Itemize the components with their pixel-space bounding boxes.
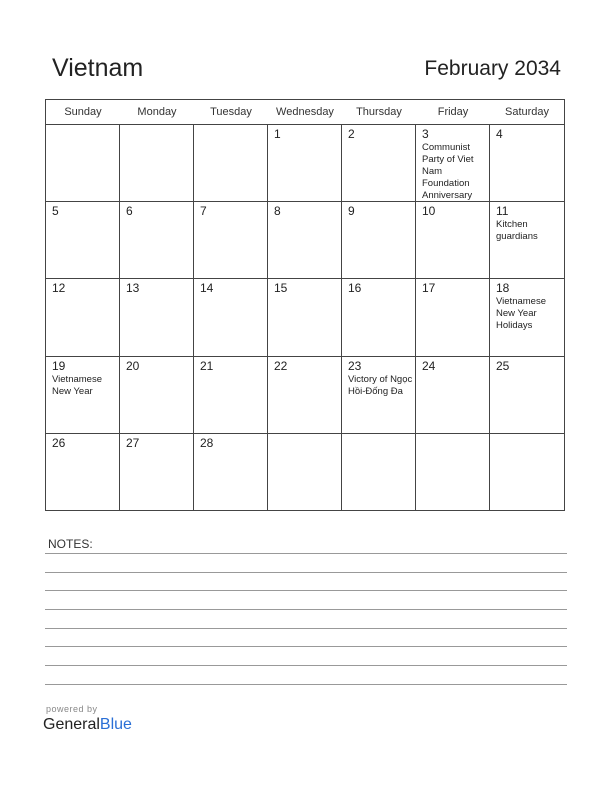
day-cell xyxy=(120,434,194,511)
day-number: 4 xyxy=(496,127,503,141)
day-cell xyxy=(342,125,416,202)
weekday-sunday: Sunday xyxy=(64,106,102,118)
day-number: 28 xyxy=(200,435,214,450)
day-cell xyxy=(490,125,564,202)
notes-line xyxy=(45,646,567,647)
day-number: 27 xyxy=(126,435,140,450)
day-number: 26 xyxy=(52,435,66,450)
powered-by-text: powered by xyxy=(46,704,98,714)
day-cell xyxy=(490,279,564,356)
day-grid xyxy=(46,125,564,511)
day-cell xyxy=(490,202,564,279)
brand-blue: Blue xyxy=(99,716,132,733)
weekday-friday: Friday xyxy=(437,106,469,118)
day-number: 15 xyxy=(274,281,288,296)
day-cell xyxy=(120,279,194,356)
day-cell xyxy=(416,434,490,511)
day-cell xyxy=(46,125,120,202)
day-cell xyxy=(268,202,342,279)
country-title: Vietnam xyxy=(52,54,144,82)
day-cell xyxy=(46,434,120,511)
day-number: 14 xyxy=(200,281,214,296)
day-number: 13 xyxy=(126,281,140,296)
day-number: 5 xyxy=(52,204,59,219)
notes-line xyxy=(45,590,567,591)
day-cell xyxy=(268,279,342,356)
day-number: 25 xyxy=(496,358,510,373)
brand-general: General xyxy=(43,716,100,733)
day-number: 3 xyxy=(422,127,429,141)
day-cell xyxy=(490,357,564,434)
notes-line xyxy=(45,572,567,573)
day-number: 12 xyxy=(52,281,66,296)
day-number: 16 xyxy=(348,281,362,296)
day-number: 8 xyxy=(274,204,281,219)
day-cell xyxy=(194,434,268,511)
notes-line xyxy=(45,609,567,610)
day-cell xyxy=(46,202,120,279)
day-number: 22 xyxy=(274,358,288,373)
day-cell xyxy=(194,279,268,356)
notes-line xyxy=(45,553,567,554)
day-number: 20 xyxy=(126,358,140,373)
weekday-saturday: Saturday xyxy=(504,106,550,118)
day-cell xyxy=(342,279,416,356)
day-number: 23 xyxy=(348,358,362,373)
day-number: 7 xyxy=(200,204,207,219)
day-number: 2 xyxy=(348,127,355,141)
holiday-label: Kitchen guardians xyxy=(496,219,538,243)
day-number: 21 xyxy=(200,358,214,373)
day-cell xyxy=(416,279,490,356)
day-cell xyxy=(342,357,416,434)
notes-line xyxy=(45,665,567,666)
day-cell xyxy=(268,357,342,434)
weekday-tuesday: Tuesday xyxy=(210,106,252,118)
day-number: 17 xyxy=(422,281,436,296)
day-cell xyxy=(120,125,194,202)
day-cell xyxy=(46,279,120,356)
day-number: 18 xyxy=(496,281,510,296)
holiday-label: Victory of Ngọc Hồi-Đống Đa xyxy=(348,373,413,397)
day-cell xyxy=(120,357,194,434)
day-cell xyxy=(268,434,342,511)
weekday-wednesday: Wednesday xyxy=(276,106,334,118)
holiday-label: Vietnamese New Year Holidays xyxy=(496,296,546,332)
holiday-label: Communist Party of Viet Nam Foundation Anniversary xyxy=(422,142,474,201)
notes-line xyxy=(45,684,567,685)
day-number: 24 xyxy=(422,358,436,373)
holiday-label: Vietnamese New Year xyxy=(52,373,102,397)
notes-line xyxy=(45,628,567,629)
day-cell xyxy=(416,202,490,279)
weekday-header xyxy=(46,100,564,125)
day-cell xyxy=(416,125,490,202)
day-cell xyxy=(342,434,416,511)
day-cell xyxy=(194,202,268,279)
day-cell xyxy=(194,357,268,434)
calendar-grid xyxy=(45,99,565,511)
notes-label: NOTES: xyxy=(48,537,93,551)
generalblue-logo xyxy=(43,716,132,734)
day-cell xyxy=(46,357,120,434)
day-cell xyxy=(120,202,194,279)
day-cell xyxy=(490,434,564,511)
day-number: 19 xyxy=(52,358,66,373)
day-cell xyxy=(268,125,342,202)
month-title: February 2034 xyxy=(424,57,561,80)
weekday-monday: Monday xyxy=(137,106,177,118)
day-number: 6 xyxy=(126,204,133,219)
day-cell xyxy=(194,125,268,202)
day-number: 1 xyxy=(274,127,281,141)
day-cell xyxy=(416,357,490,434)
weekday-thursday: Thursday xyxy=(356,106,402,118)
day-number: 11 xyxy=(496,204,509,219)
day-cell xyxy=(342,202,416,279)
day-number: 9 xyxy=(348,204,355,219)
day-number: 10 xyxy=(422,204,436,219)
